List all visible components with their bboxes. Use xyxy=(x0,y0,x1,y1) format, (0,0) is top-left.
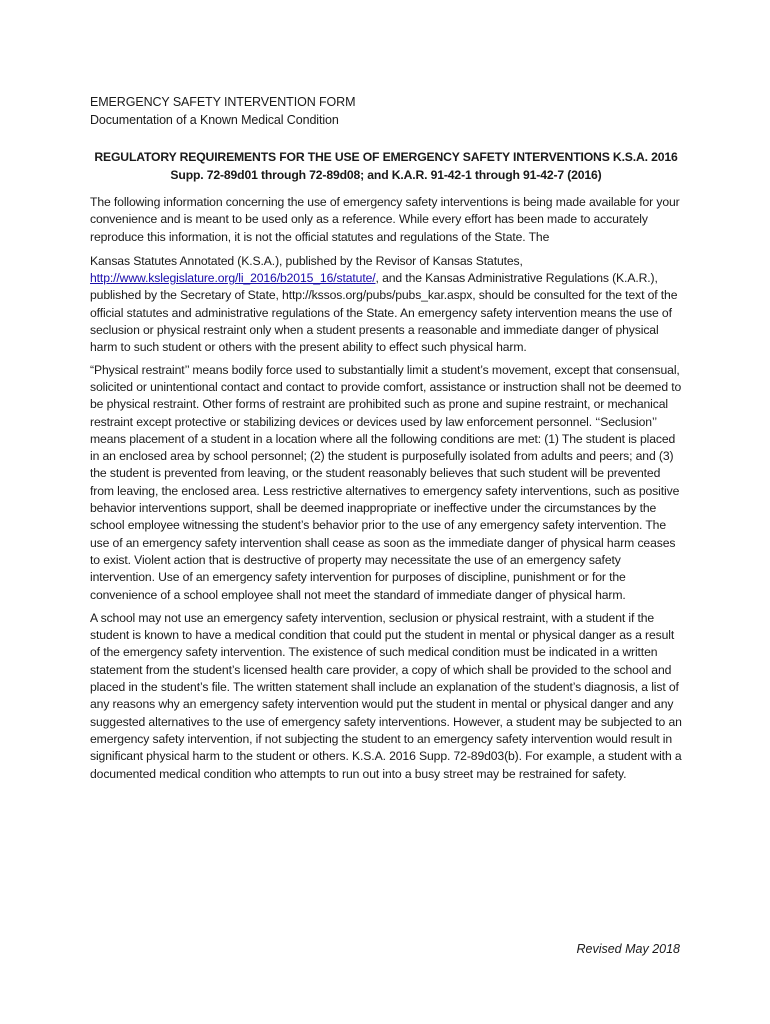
intro-paragraph: The following information concerning the use of emergency safety interventions is being made available for your convenience and is meant to be used only as a reference. While every effort has been made to accurately reproduce this information, it is not the official statutes and regulations of the State. The xyxy=(90,195,680,244)
statutes-paragraph xyxy=(90,253,682,357)
statutes-text-before-link: Kansas Statutes Annotated (K.S.A.), published by the Revisor of Kansas Statutes, xyxy=(90,253,523,268)
revised-date: Revised May 2018 xyxy=(576,942,680,956)
regulatory-heading-line-1: REGULATORY REQUIREMENTS FOR THE USE OF EMERGENCY SAFETY INTERVENTIONS K.S.A. 2016 xyxy=(94,150,678,164)
document-page xyxy=(90,93,682,783)
form-subtitle: Documentation of a Known Medical Condition xyxy=(90,113,339,127)
regulatory-heading-line-2: Supp. 72-89d01 through 72-89d08; and K.A.R. 91-42-1 through 91-42-7 (2016) xyxy=(170,167,602,182)
medical-condition-paragraph: A school may not use an emergency safety intervention, seclusion or physical restraint, with a student if the student is known to have a medical condition that could put the student in mental or physical danger as a result of the emergency safety intervention. The existence of such medical condition must be indicated in a written statement from the student’s licensed health care provider, a copy of which shall be provided to the school and placed in the student’s file. The written statement shall include an explanation of the student’s diagnosis, a list of any reasons why an emergency safety intervention would put the student in mental or physical danger and any suggested alternatives to the use of emergency safety interventions. However, a student may be subjected to an emergency safety intervention, if not subjecting the student to an emergency safety intervention would result in significant physical harm to the student or others. K.S.A. 2016 Supp. 72-89d03(b). For example, a student with a documented medical condition who attempts to run out into a busy street may be restrained for safety. xyxy=(90,610,682,781)
physical-restraint-paragraph: “Physical restraint’’ means bodily force used to substantially limit a student’s movement, except that consensual, solicited or unintentional contact and contact to provide comfort, assistance or instruction shall not be deemed to be physical restraint. Other forms of restraint are prohibited such as prone and supine restraint, or mechanical restraint except protective or stabilizing devices or devices used by law enforcement personnel. ‘‘Seclusion’’ means placement of a student in a location where all the following conditions are met: (1) The student is placed in an enclosed area by school personnel; (2) the student is purposefully isolated from adults and peers; and (3) the student is prevented from leaving, or the student reasonably believes that such student will be prevented from leaving, the enclosed area. Less restrictive alternatives to emergency safety interventions, such as positive behavior interventions support, shall be deemed inappropriate or ineffective under the circumstances by the school employee witnessing the student’s behavior prior to the use of any emergency safety intervention. The use of an emergency safety intervention shall cease as soon as the immediate danger of physical harm ceases to exist. Violent action that is destructive of property may necessitate the use of an emergency safety intervention. Use of an emergency safety intervention for purposes of discipline, punishment or for the convenience of a school employee shall not meet the standard of immediate danger of physical harm. xyxy=(90,362,682,602)
form-title: EMERGENCY SAFETY INTERVENTION FORM xyxy=(90,95,356,109)
kslegislature-link[interactable]: http://www.kslegislature.org/li_2016/b2015_16/statute/ xyxy=(90,271,376,286)
statutes-text-after-link: , and the Kansas Administrative Regulations (K.A.R.), published by the Secretary of State, http://kssos.org/pubs/pubs_kar.aspx, should be consulted for the text of the official statutes and administrative regulations of the State. An emergency safety intervention means the use of seclusion or physical restraint only when a student presents a reasonable and immediate danger of physical harm to such student or others with the present ability to effect such physical harm. xyxy=(90,271,678,355)
regulatory-heading xyxy=(90,149,682,184)
